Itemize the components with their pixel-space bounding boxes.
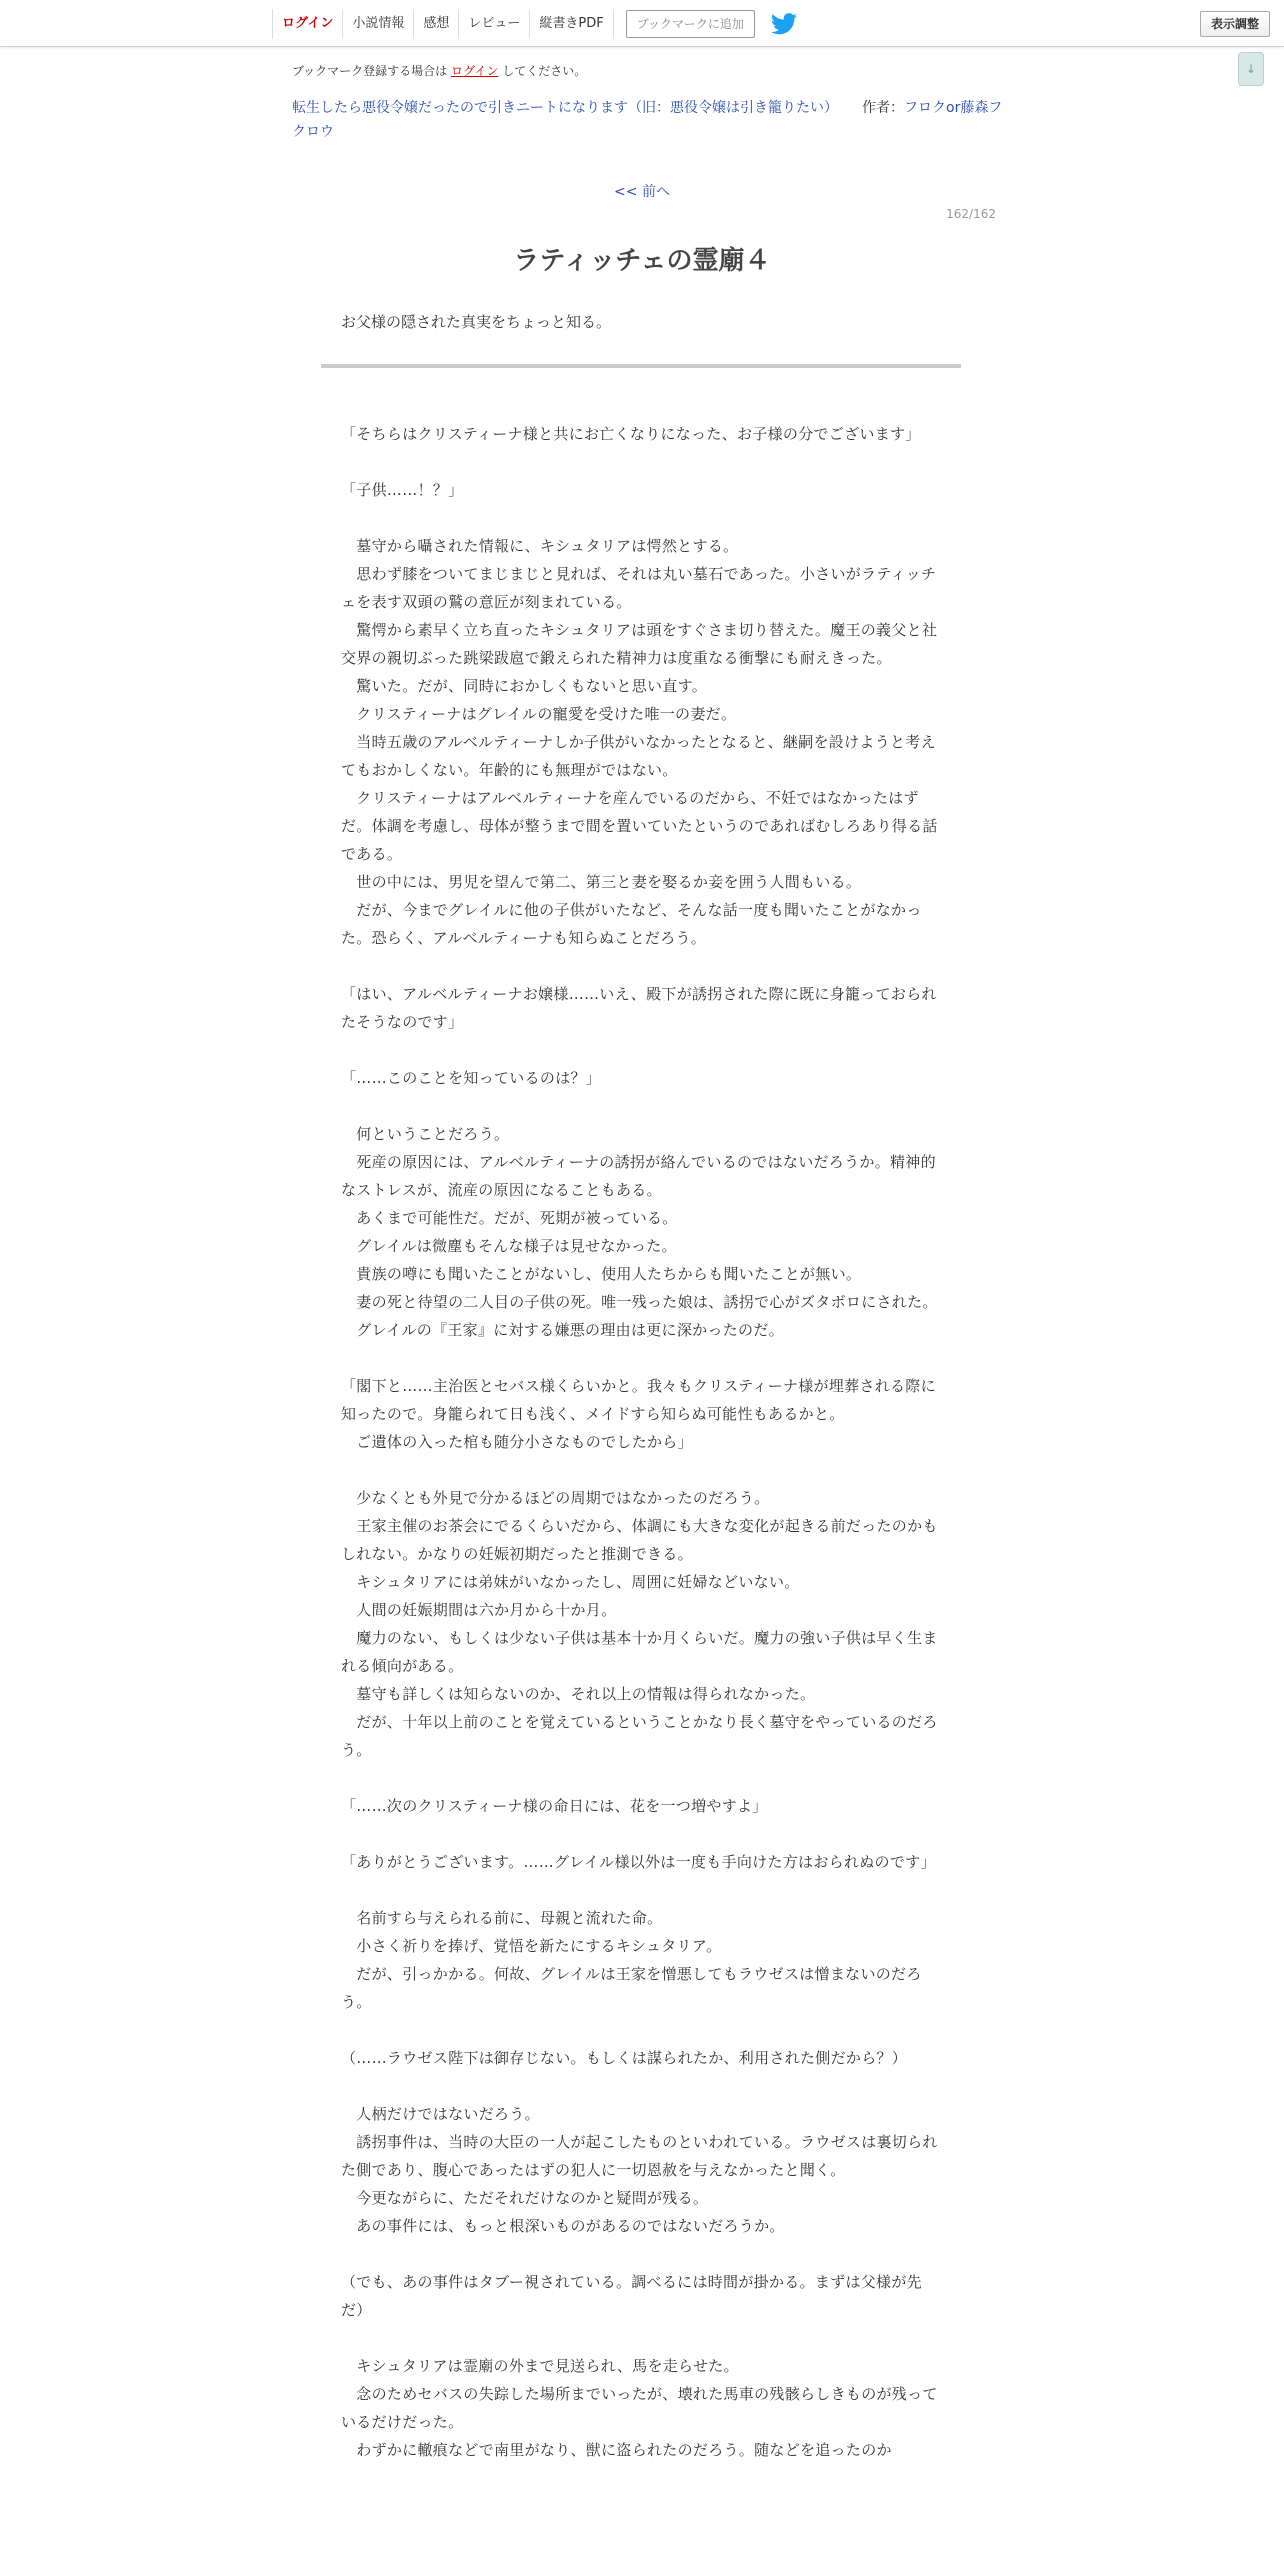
- header-nav: [272, 9, 797, 39]
- body-paragraph: 王家主催のお茶会にでるくらいだから、体調にも大きな変化が起きる前だったのかもしれない。かなりの妊娠初期だったと推測できる。: [341, 1517, 938, 1563]
- body-paragraph: 「……このことを知っているのは？」: [341, 1069, 602, 1087]
- body-paragraph: 貴族の噂にも聞いたことがないし、使用人たちからも聞いたことが無い。: [341, 1265, 862, 1283]
- body-paragraph: 何ということだろう。: [341, 1125, 510, 1143]
- body-paragraph: キシュタリアには弟妹がいなかったし、周囲に妊婦などいない。: [341, 1573, 800, 1591]
- author-label: 作者：: [862, 100, 904, 116]
- body-paragraph: 死産の原因には、アルベルティーナの誘拐が絡んでいるのではないだろうか。精神的なストレスが、流産の原因になることもある。: [341, 1153, 936, 1199]
- body-paragraph: 世の中には、男児を望んで第二、第三と妻を娶るか妾を囲う人間もいる。: [341, 873, 862, 891]
- body-paragraph: 小さく祈りを捧げ、覚悟を新たにするキシュタリア。: [341, 1937, 722, 1955]
- blank-line: [341, 2072, 941, 2100]
- body-paragraph: 「そちらはクリスティーナ様と共にお亡くなりになった、お子様の分でございます」: [341, 425, 921, 443]
- novel-info: [292, 96, 1012, 144]
- author-link[interactable]: フロクor藤森フクロウ: [292, 100, 1003, 140]
- nav-novel-info[interactable]: 小説情報: [342, 9, 413, 39]
- blank-line: [341, 2240, 941, 2268]
- blank-line: [341, 1456, 941, 1484]
- body-paragraph: あくまで可能性だ。だが、死期が被っている。: [341, 1209, 678, 1227]
- blank-line: [341, 1876, 941, 1904]
- body-paragraph: 少なくとも外見で分かるほどの周期ではなかったのだろう。: [341, 1489, 770, 1507]
- body-paragraph: 「はい、アルベルティーナお嬢様……いえ、殿下が誘拐された際に既に身籠っておられたそうなのです」: [341, 985, 937, 1031]
- body-paragraph: あの事件には、もっと根深いものがあるのではないだろうか。: [341, 2217, 785, 2235]
- blank-line: [341, 1764, 941, 1792]
- body-paragraph: 人間の妊娠期間は六か月から十か月。: [341, 1601, 617, 1619]
- body-paragraph: 「子供……！？」: [341, 481, 464, 499]
- body-paragraph: ご遺体の入った棺も随分小さなものでしたから」: [341, 1433, 693, 1451]
- blank-line: [341, 448, 941, 476]
- login-notice-suffix: してください。: [502, 64, 587, 78]
- blank-line: [341, 1036, 941, 1064]
- body-paragraph: 「閣下と……主治医とセバス様くらいかと。我々もクリスティーナ様が埋葬される際に知ったので。身籠られて日も浅く、メイドすら知らぬ可能性もあるかと。: [341, 1377, 936, 1423]
- blank-line: [341, 1344, 941, 1372]
- body-paragraph: 今更ながらに、ただそれだけなのかと疑問が残る。: [341, 2189, 709, 2207]
- login-link[interactable]: ログイン: [451, 64, 499, 78]
- body-paragraph: 念のためセバスの失踪した場所までいったが、壊れた馬車の残骸らしきものが残っているだけだった。: [341, 2385, 938, 2431]
- body-paragraph: 当時五歳のアルベルティーナしか子供がいなかったとなると、継嗣を設けようと考えてもおかしくない。年齢的にも無理がではない。: [341, 733, 936, 779]
- body-paragraph: 驚愕から素早く立ち直ったキシュタリアは頭をすぐさま切り替えた。魔王の義父と社交界の親切ぶった跳梁跋扈で鍛えられた精神力は度重なる衝撃にも耐えきった。: [341, 621, 938, 667]
- body-paragraph: 名前すら与えられる前に、母親と流れた命。: [341, 1909, 663, 1927]
- body-paragraph: 人柄だけではないだろう。: [341, 2105, 540, 2123]
- body-paragraph: 誘拐事件は、当時の大臣の一人が起こしたものといわれている。ラウゼスは裏切られた側であり、腹心であったはずの犯人に一切恩赦を与えなかったと聞く。: [341, 2133, 938, 2179]
- chapter-title: ラティッチェの霊廟４: [513, 246, 771, 276]
- login-notice-prefix: ブックマーク登録する場合は: [292, 64, 448, 78]
- novel-title-link[interactable]: 転生したら悪役令嬢だったので引きニートになります（旧：悪役令嬢は引き籠りたい）: [292, 100, 838, 116]
- preface-divider: [321, 364, 961, 368]
- body-paragraph: だが、十年以上前のことを覚えているということかなり長く墓守をやっているのだろう。: [341, 1713, 938, 1759]
- chapter-body: [341, 420, 941, 2464]
- body-paragraph: （でも、あの事件はタブー視されている。調べるには時間が掛かる。まずは父様が先だ）: [341, 2273, 922, 2319]
- login-notice: [292, 62, 586, 79]
- body-paragraph: だが、今までグレイルに他の子供がいたなど、そんな話一度も聞いたことがなかった。恐らく、アルベルティーナも知らぬことだろう。: [341, 901, 922, 947]
- chapter-preface: お父様の隠された真実をちょっと知る。: [341, 313, 612, 331]
- top-bar: [0, 0, 1284, 47]
- body-paragraph: だが、引っかかる。何故、グレイルは王家を憎悪してもラウゼスは憎まないのだろう。: [341, 1965, 922, 2011]
- nav-login[interactable]: ログイン: [272, 9, 342, 39]
- body-paragraph: 思わず膝をついてまじまじと見れば、それは丸い墓石であった。小さいがラティッチェを表す双頭の鷲の意匠が刻まれている。: [341, 565, 937, 611]
- display-settings-button[interactable]: 表示調整: [1200, 11, 1270, 37]
- nav-reviews[interactable]: レビュー: [458, 9, 529, 39]
- body-paragraph: キシュタリアは霊廟の外まで見送られ、馬を走らせた。: [341, 2357, 739, 2375]
- body-paragraph: グレイルは微塵もそんな様子は見せなかった。: [341, 1237, 677, 1255]
- body-paragraph: 驚いた。だが、同時におかしくもないと思い直す。: [341, 677, 708, 695]
- body-paragraph: 墓守も詳しくは知らないのか、それ以上の情報は得られなかった。: [341, 1685, 816, 1703]
- scroll-down-tab[interactable]: ↓: [1238, 52, 1264, 86]
- add-bookmark-button[interactable]: ブックマークに追加: [626, 10, 755, 38]
- body-paragraph: （……ラウゼス陛下は御存じない。もしくは謀られたか、利用された側だから？）: [341, 2049, 908, 2067]
- blank-line: [341, 504, 941, 532]
- body-paragraph: クリスティーナはグレイルの寵愛を受けた唯一の妻だ。: [341, 705, 737, 723]
- twitter-bird-icon[interactable]: [771, 13, 797, 35]
- chapter-counter: 162/162: [946, 207, 996, 221]
- body-paragraph: 「……次のクリスティーナ様の命日には、花を一つ増やすよ」: [341, 1797, 768, 1815]
- body-paragraph: グレイルの『王家』に対する嫌悪の理由は更に深かったのだ。: [341, 1321, 784, 1339]
- nav-vertical-pdf[interactable]: 縦書きPDF: [529, 9, 613, 39]
- blank-line: [341, 1092, 941, 1120]
- nav-impressions[interactable]: 感想: [413, 9, 458, 39]
- blank-line: [341, 2016, 941, 2044]
- body-paragraph: 「ありがとうございます。……グレイル様以外は一度も手向けた方はおられぬのです」: [341, 1853, 936, 1871]
- body-paragraph: クリスティーナはアルベルティーナを産んでいるのだから、不妊ではなかったはずだ。体調を考慮し、母体が整うまで間を置いていたというのであればむしろあり得る話である。: [341, 789, 938, 863]
- blank-line: [341, 1820, 941, 1848]
- body-paragraph: 墓守から囁された情報に、キシュタリアは愕然とする。: [341, 537, 739, 555]
- blank-line: [341, 2324, 941, 2352]
- body-paragraph: 魔力のない、もしくは少ない子供は基本十か月くらいだ。魔力の強い子供は早く生まれる傾向がある。: [341, 1629, 938, 1675]
- body-paragraph: 妻の死と待望の二人目の子供の死。唯一残った娘は、誘拐で心がズタボロにされた。: [341, 1293, 938, 1311]
- body-paragraph: わずかに轍痕などで南里がなり、獣に盗られたのだろう。随などを追ったのか: [341, 2441, 892, 2459]
- blank-line: [341, 952, 941, 980]
- previous-chapter-link[interactable]: << 前へ: [614, 184, 670, 200]
